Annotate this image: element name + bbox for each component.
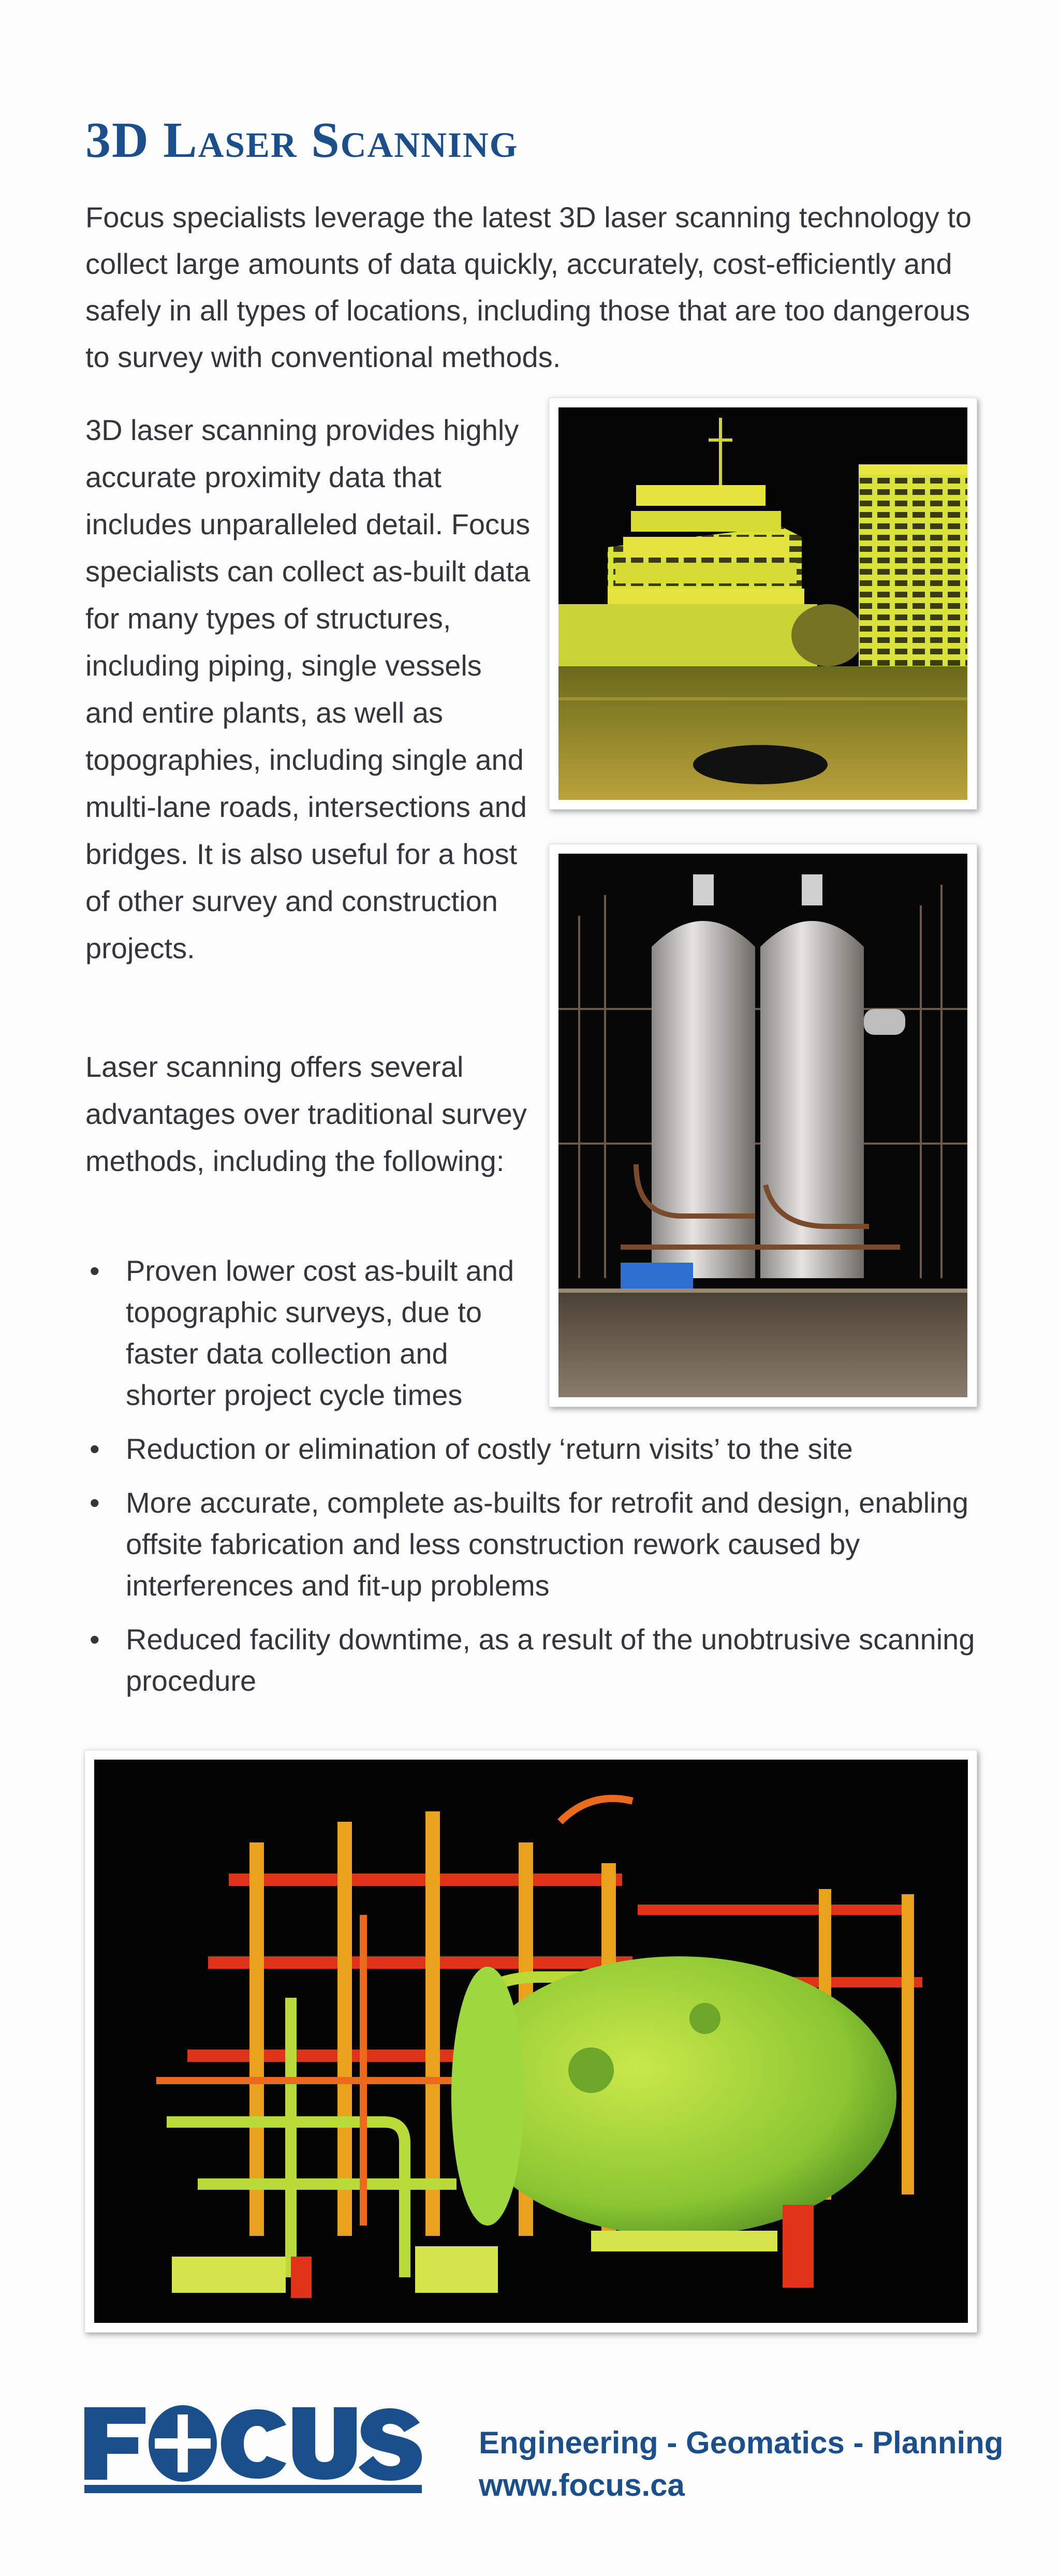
list-item [85, 1482, 981, 1606]
list-item-text: Reduced facility downtime, as a result of the unobtrusive scanning procedure [126, 1623, 975, 1697]
scanning-description-paragraph: 3D laser scanning provides highly accurate proximity data that includes unparalleled detail. Focus specialists can collect as-built data for many types of structures, including piping, single vessels and entire plants, as well as topographies, including single and multi-lane roads, intersections and bridges. It is also useful for a host of other survey and construction projects. [85, 414, 531, 964]
footer-website-link[interactable]: www.focus.ca [479, 2468, 685, 2502]
advantages-intro-paragraph: Laser scanning offers several advantages over traditional survey methods, including the following: [85, 1050, 527, 1177]
footer-tagline: Engineering - Geomatics - Planning [479, 2425, 1004, 2460]
bullet-marker: • [90, 1254, 100, 1287]
bullet-marker: • [90, 1432, 100, 1465]
logo-text: FOCUS [84, 2402, 86, 2403]
vessels-scan-photo [549, 844, 977, 1407]
list-item [85, 1428, 981, 1470]
page-title: 3D Laser Scanning [85, 112, 519, 168]
list-item-text: More accurate, complete as-builts for retrofit and design, enabling offsite fabrication and less construction rework caused by interferences and fit-up problems [126, 1486, 968, 1602]
list-item [85, 1250, 541, 1416]
list-item-text: Reduction or elimination of costly ‘return visits’ to the site [126, 1432, 853, 1465]
plant-point-cloud-image [94, 1760, 968, 2323]
buildings-scan-photo [549, 398, 977, 810]
bullet-marker: • [90, 1486, 100, 1519]
vessels-point-cloud-image [558, 854, 967, 1397]
footer-tagline-block [479, 2422, 1003, 2507]
focus-logo [84, 2402, 426, 2495]
list-item-text: Proven lower cost as-built and topographic surveys, due to faster data collection and shorter project cycle times [126, 1254, 514, 1411]
buildings-point-cloud-image [558, 407, 967, 800]
intro-paragraph: Focus specialists leverage the latest 3D laser scanning technology to collect large amounts of data quickly, accurately, cost-efficiently and safely in all types of locations, including those that are too dangerous to survey with conventional methods. [85, 201, 972, 373]
bullet-marker: • [90, 1623, 100, 1656]
list-item [85, 1619, 981, 1702]
plant-scan-photo [84, 1750, 977, 2333]
